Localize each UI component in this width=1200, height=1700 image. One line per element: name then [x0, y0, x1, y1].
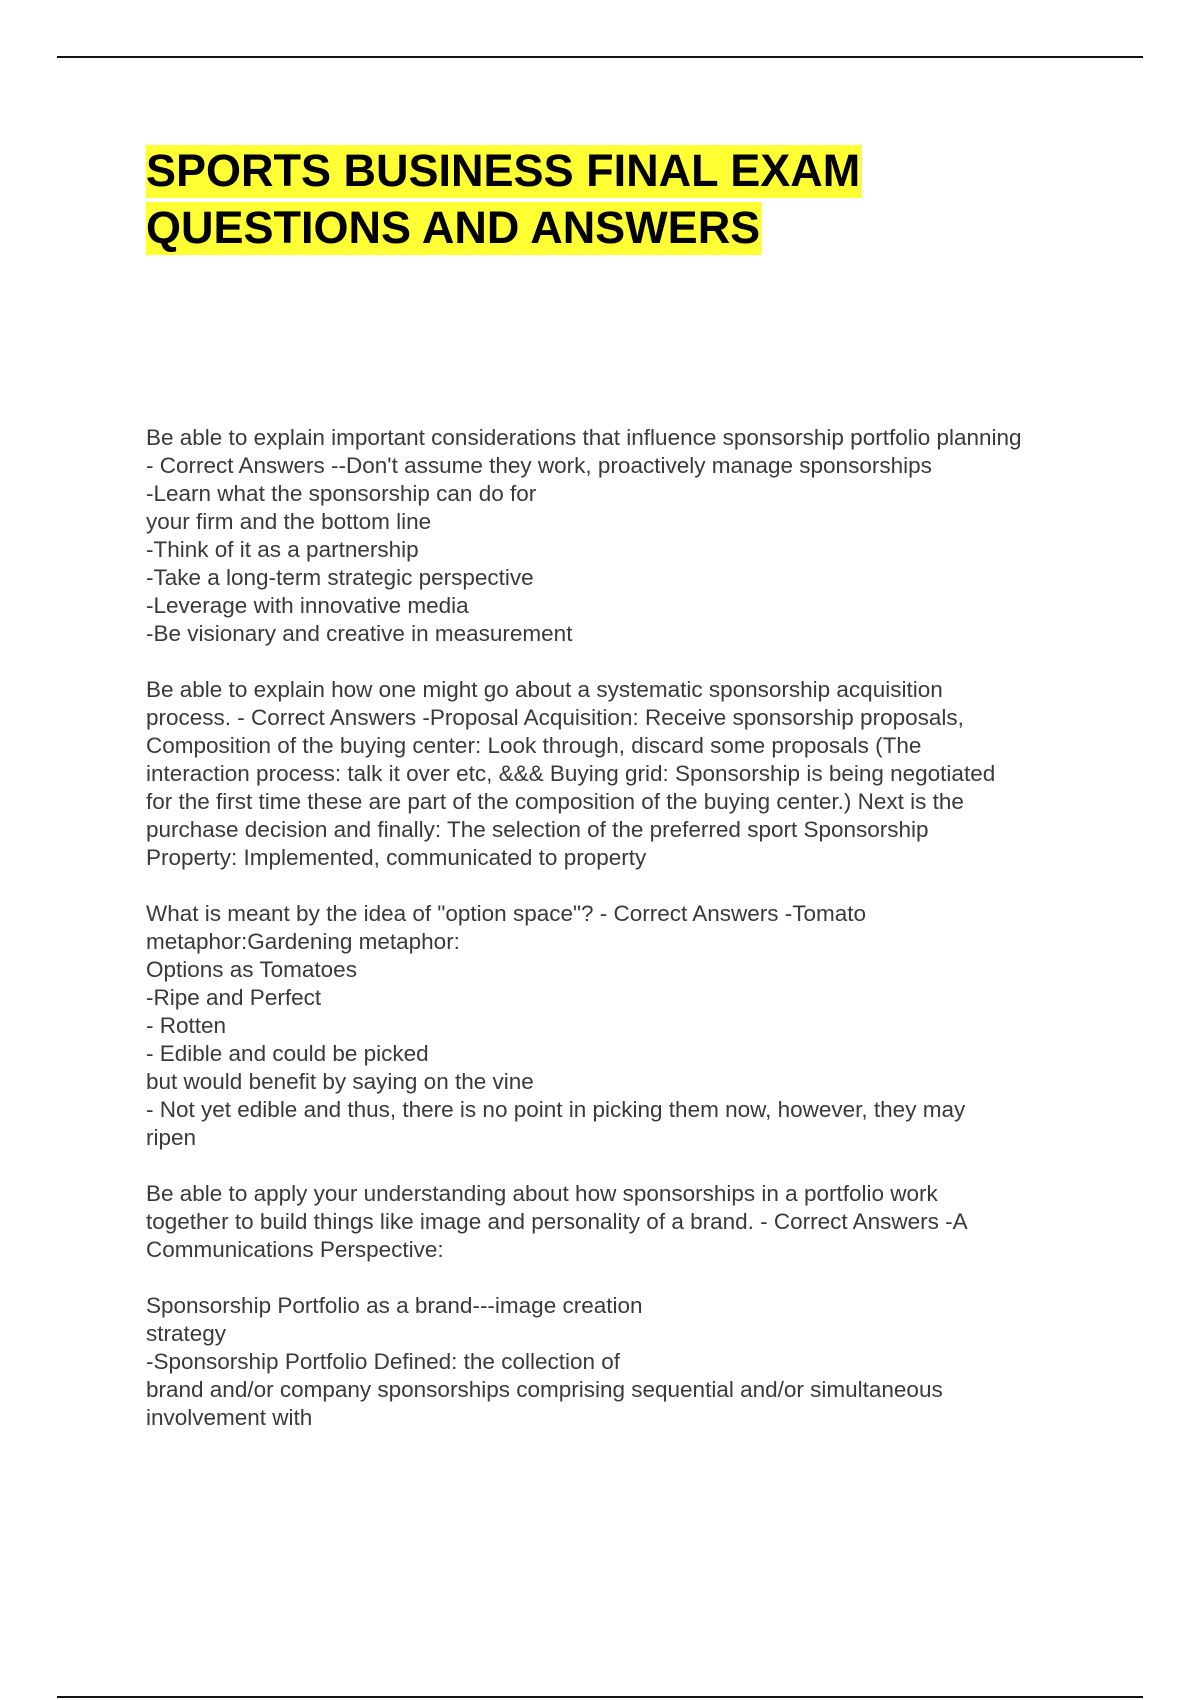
text-line: but would benefit by saying on the vine: [146, 1069, 534, 1094]
text-line: - Not yet edible and thus, there is no point in picking them now, however, they may: [146, 1097, 966, 1122]
text-line: ripen: [146, 1125, 197, 1150]
text-line: -Leverage with innovative media: [146, 593, 469, 618]
text-line: strategy: [146, 1321, 227, 1346]
text-line: -Learn what the sponsorship can do for: [146, 481, 537, 506]
document-body: [146, 424, 1106, 1460]
text-line: Be able to explain how one might go about a systematic sponsorship acquisition: [146, 677, 943, 702]
qa-block-2: [146, 676, 1106, 872]
text-line: Options as Tomatoes: [146, 957, 357, 982]
qa-block-1: [146, 424, 1106, 648]
text-line: Composition of the buying center: Look through, discard some proposals (The: [146, 733, 922, 758]
bottom-rule: [57, 1696, 1143, 1698]
text-line: involvement with: [146, 1405, 313, 1430]
text-line: Sponsorship Portfolio as a brand---image creation: [146, 1293, 643, 1318]
text-line: -Sponsorship Portfolio Defined: the collection of: [146, 1349, 621, 1374]
text-line: What is meant by the idea of "option space"? - Correct Answers -Tomato: [146, 901, 867, 926]
text-line: - Rotten: [146, 1013, 227, 1038]
text-line: - Correct Answers --Don't assume they work, proactively manage sponsorships: [146, 453, 932, 478]
text-line: Be able to explain important considerations that influence sponsorship portfolio planning: [146, 425, 1022, 450]
document-title: [146, 142, 862, 256]
text-line: for the first time these are part of the composition of the buying center.) Next is the: [146, 789, 964, 814]
title-line-2: QUESTIONS AND ANSWERS: [146, 202, 761, 253]
qa-block-3: [146, 900, 1106, 1152]
qa-block-4: [146, 1180, 1106, 1432]
text-line: process. - Correct Answers -Proposal Acquisition: Receive sponsorship proposals,: [146, 705, 964, 730]
text-line: -Think of it as a partnership: [146, 537, 419, 562]
text-line: your firm and the bottom line: [146, 509, 432, 534]
text-line: - Edible and could be picked: [146, 1041, 429, 1066]
text-line: -Take a long-term strategic perspective: [146, 565, 534, 590]
text-line: Be able to apply your understanding about how sponsorships in a portfolio work: [146, 1181, 938, 1206]
text-line: brand and/or company sponsorships comprising sequential and/or simultaneous: [146, 1377, 943, 1402]
text-line: Property: Implemented, communicated to property: [146, 845, 647, 870]
text-line: Communications Perspective:: [146, 1237, 444, 1262]
text-line: interaction process: talk it over etc, &&& Buying grid: Sponsorship is being negotiated: [146, 761, 996, 786]
text-line: -Ripe and Perfect: [146, 985, 322, 1010]
text-line: metaphor:Gardening metaphor:: [146, 929, 460, 954]
text-line: purchase decision and finally: The selection of the preferred sport Sponsorship: [146, 817, 929, 842]
blank-line: [146, 1264, 1106, 1292]
top-rule: [57, 56, 1143, 58]
title-line-1: SPORTS BUSINESS FINAL EXAM: [146, 145, 861, 196]
text-line: together to build things like image and personality of a brand. - Correct Answers -A: [146, 1209, 968, 1234]
text-line: -Be visionary and creative in measurement: [146, 621, 573, 646]
